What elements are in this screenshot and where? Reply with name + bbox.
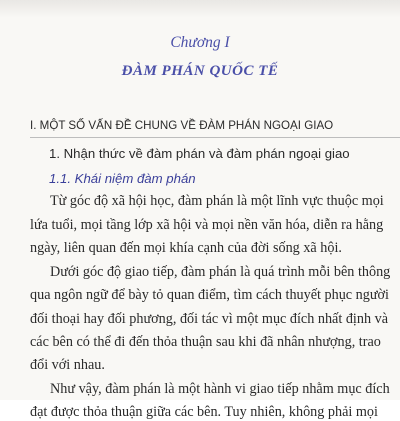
paragraph-line: ngày, liên quan đến mọi khía cạnh của đời sống xã hội. [30, 240, 342, 256]
paragraph-line: Dưới góc độ giao tiếp, đàm phán là quá trình mỗi bên thông [50, 264, 391, 280]
section-divider [30, 137, 400, 138]
paragraph-line: Từ góc độ xã hội học, đàm phán là một lĩnh vực thuộc mọi [50, 193, 384, 209]
paragraph-line: lứa tuổi, mọi tầng lớp xã hội và mọi nền văn hóa, diễn ra hằng [30, 217, 384, 233]
paragraph-line: đổi với nhau. [30, 357, 105, 373]
chapter-label: Chương I [170, 34, 230, 51]
chapter-title: ĐÀM PHÁN QUỐC TẾ [121, 63, 279, 79]
subsubsection-heading: 1.1. Khái niệm đàm phán [49, 171, 196, 186]
section-heading: I. MỘT SỐ VẤN ĐỀ CHUNG VỀ ĐÀM PHÁN NGOẠI GIAO [30, 119, 334, 132]
subsection-heading: 1. Nhận thức về đàm phán và đàm phán ngoại giao [49, 146, 350, 161]
paragraph-line: các bên có thể đi đến thỏa thuận sau khi đã nhân nhượng, trao [30, 334, 381, 350]
paragraph-line: Như vậy, đàm phán là một hành vi giao tiếp nhằm mục đích [50, 381, 390, 397]
paragraph-line: đạt được thỏa thuận giữa các bên. Tuy nhiên, không phải mọi [30, 404, 378, 420]
paragraph-line: qua ngôn ngữ để bày tỏ quan điểm, tìm cách thuyết phục người [30, 287, 389, 303]
paragraph-line: đối thoại hay đối phương, đối tác vì một mục đích nhất định và [30, 311, 388, 327]
